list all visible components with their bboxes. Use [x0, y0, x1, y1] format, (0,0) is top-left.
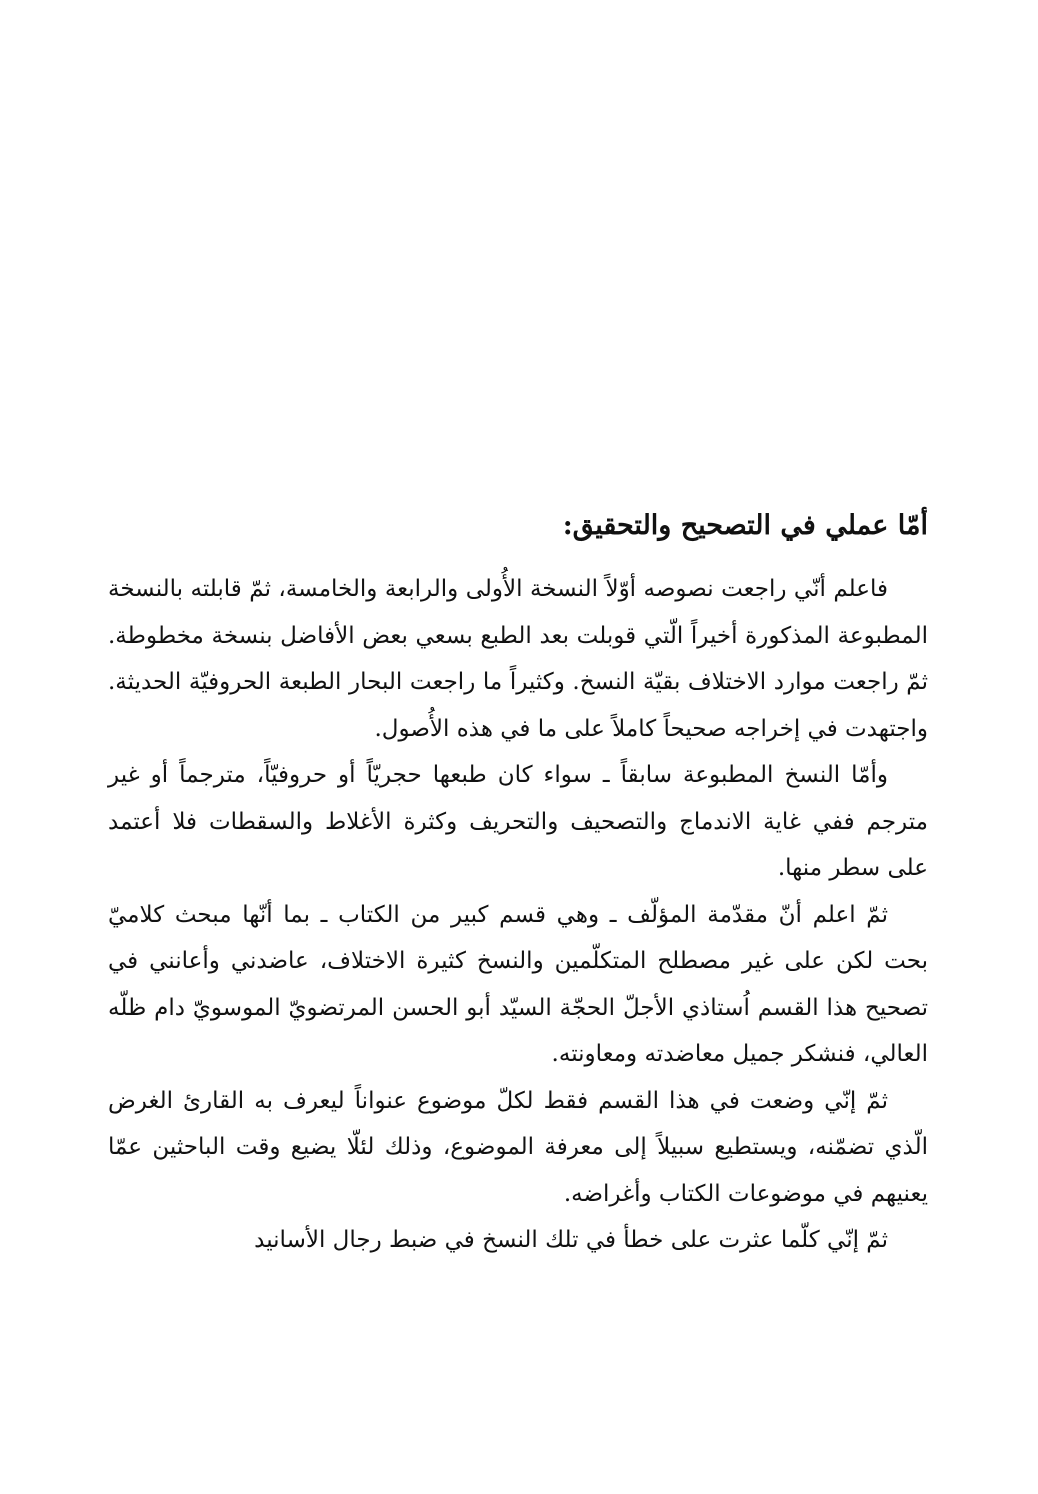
document-page [108, 500, 928, 1264]
paragraph-2 [108, 752, 928, 892]
paragraph-4 [108, 1078, 928, 1218]
section-heading: أمّا عملي في التصحيح والتحقيق: [562, 510, 928, 541]
paragraph-text: ثمّ إنّي كلّما عثرت على خطأ في تلك النسخ في ضبط رجال الأسانيد [254, 1227, 888, 1253]
paragraph-text: وأمّا النسخ المطبوعة سابقاً ـ سواء كان طبعها حجريّاً أو حروفيّاً، مترجماً أو غير مترجم ففي غاية الاندماج والتصحيف والتحريف وكثرة الأغلاط والسقطات فلا أعتمد على سطر منها. [108, 762, 928, 881]
paragraph-text: ثمّ إنّي وضعت في هذا القسم فقط لكلّ موضوع عنواناً ليعرف به القارئ الغرض الّذي تضمّنه، ويستطيع سبيلاً إلى معرفة الموضوع، وذلك لئلّا يضيع وقت الباحثين عمّا يعنيهم في موضوعات الكتاب وأغراضه. [108, 1087, 928, 1207]
paragraph-1 [108, 566, 928, 752]
paragraph-5 [108, 1217, 928, 1264]
paragraph-text: فاعلم أنّي راجعت نصوصه أوّلاً النسخة الأُولى والرابعة والخامسة، ثمّ قابلته بالنسخة المطبوعة المذكورة أخيراً الّتي قوبلت بعد الطبع بسعي بعض الأفاضل بنسخة مخطوطة. ثمّ راجعت موارد الاختلاف بقيّة النسخ. وكثيراً ما راجعت البحار الطبعة الحروفيّة الحديثة. واجتهدت في إخراجه صحيحاً كاملاً على ما في هذه الأُصول. [108, 576, 928, 742]
paragraph-text: ثمّ اعلم أنّ مقدّمة المؤلّف ـ وهي قسم كبير من الكتاب ـ بما أنّها مبحث كلاميّ بحت لكن على غير مصطلح المتكلّمين والنسخ كثيرة الاختلاف، عاضدني وأعانني في تصحيح هذا القسم اُستاذي الأجلّ الحجّة السيّد أبو الحسن المرتضويّ الموسويّ دام ظلّه العالي، فنشكر جميل معاضدته ومعاونته. [108, 901, 928, 1067]
paragraph-3 [108, 892, 928, 1078]
